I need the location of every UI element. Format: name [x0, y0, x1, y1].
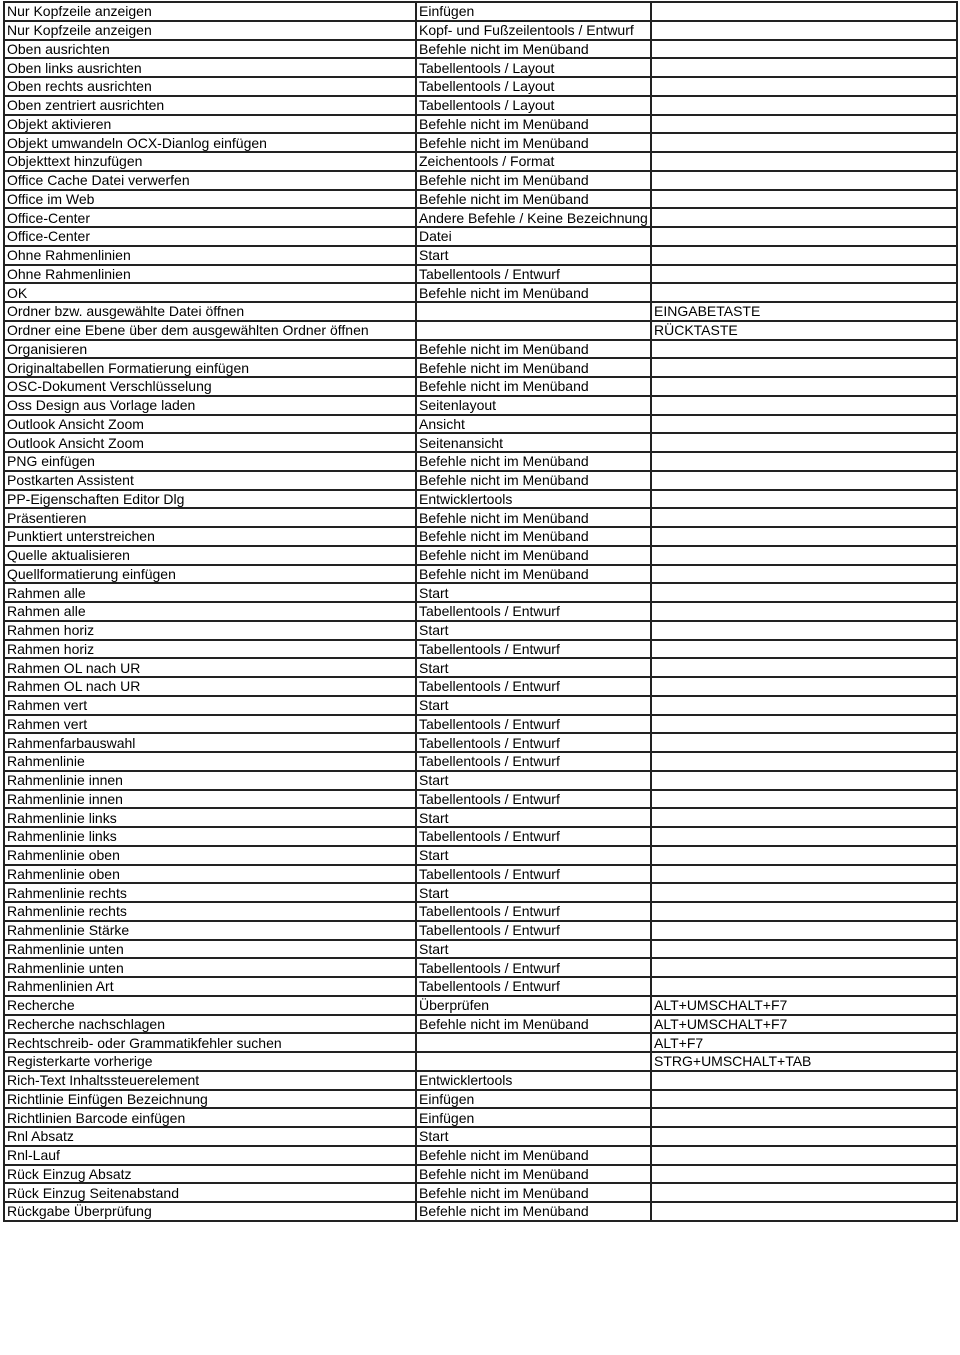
command-name-cell: Office im Web [4, 190, 416, 209]
ribbon-tab-cell: Tabellentools / Entwurf [416, 752, 651, 771]
table-row [4, 565, 957, 584]
table-row [4, 977, 957, 996]
table-row [4, 640, 957, 659]
table-row [4, 546, 957, 565]
ribbon-tab-cell: Einfügen [416, 2, 651, 21]
table-row [4, 377, 957, 396]
ribbon-tab-cell: Seitenlayout [416, 396, 651, 415]
table-row [4, 508, 957, 527]
table-row [4, 2, 957, 21]
ribbon-tab-cell: Befehle nicht im Menüband [416, 1015, 651, 1034]
command-name-cell: Rahmenfarbauswahl [4, 733, 416, 752]
ribbon-tab-cell: Start [416, 808, 651, 827]
ribbon-tab-cell: Tabellentools / Layout [416, 96, 651, 115]
shortcut-cell [651, 190, 957, 209]
shortcut-cell [651, 696, 957, 715]
command-name-cell: Rahmenlinie unten [4, 958, 416, 977]
shortcut-cell [651, 621, 957, 640]
command-name-cell: Recherche [4, 996, 416, 1015]
shortcut-cell: EINGABETASTE [651, 302, 957, 321]
shortcut-cell [651, 115, 957, 134]
command-name-cell: Nur Kopfzeile anzeigen [4, 2, 416, 21]
command-name-cell: PNG einfügen [4, 452, 416, 471]
command-name-cell: Ohne Rahmenlinien [4, 265, 416, 284]
shortcut-cell [651, 152, 957, 171]
table-row [4, 415, 957, 434]
table-row [4, 1165, 957, 1184]
command-name-cell: Ohne Rahmenlinien [4, 246, 416, 265]
shortcut-cell [651, 565, 957, 584]
command-name-cell: Rahmenlinie links [4, 808, 416, 827]
ribbon-tab-cell: Tabellentools / Layout [416, 77, 651, 96]
ribbon-tab-cell: Befehle nicht im Menüband [416, 471, 651, 490]
command-table-body [4, 2, 957, 1221]
ribbon-tab-cell: Start [416, 1127, 651, 1146]
table-row [4, 265, 957, 284]
shortcut-cell [651, 77, 957, 96]
ribbon-tab-cell: Befehle nicht im Menüband [416, 40, 651, 59]
ribbon-tab-cell: Tabellentools / Entwurf [416, 733, 651, 752]
table-row [4, 677, 957, 696]
shortcut-cell [651, 171, 957, 190]
table-row [4, 1146, 957, 1165]
shortcut-cell [651, 452, 957, 471]
table-row [4, 715, 957, 734]
ribbon-tab-cell: Befehle nicht im Menüband [416, 358, 651, 377]
ribbon-tab-cell: Tabellentools / Entwurf [416, 677, 651, 696]
ribbon-tab-cell: Start [416, 846, 651, 865]
table-row [4, 1033, 957, 1052]
table-row [4, 1183, 957, 1202]
ribbon-tab-cell: Seitenansicht [416, 433, 651, 452]
command-name-cell: Objekt umwandeln OCX-Dianlog einfügen [4, 133, 416, 152]
table-row [4, 771, 957, 790]
table-row [4, 621, 957, 640]
table-row [4, 958, 957, 977]
command-name-cell: Rnl Absatz [4, 1127, 416, 1146]
command-name-cell: Rahmenlinie innen [4, 790, 416, 809]
command-name-cell: Oss Design aus Vorlage laden [4, 396, 416, 415]
shortcut-cell [651, 265, 957, 284]
shortcut-cell [651, 733, 957, 752]
table-row [4, 1108, 957, 1127]
ribbon-tab-cell: Tabellentools / Entwurf [416, 977, 651, 996]
shortcut-cell [651, 640, 957, 659]
command-name-cell: Registerkarte vorherige [4, 1052, 416, 1071]
table-row [4, 1090, 957, 1109]
ribbon-tab-cell: Tabellentools / Entwurf [416, 902, 651, 921]
table-row [4, 490, 957, 509]
command-name-cell: Rahmenlinie rechts [4, 883, 416, 902]
command-name-cell: Oben rechts ausrichten [4, 77, 416, 96]
ribbon-tab-cell: Befehle nicht im Menüband [416, 1183, 651, 1202]
shortcut-cell [651, 1090, 957, 1109]
ribbon-tab-cell: Tabellentools / Entwurf [416, 921, 651, 940]
command-name-cell: Rahmenlinie rechts [4, 902, 416, 921]
table-row [4, 21, 957, 40]
table-row [4, 452, 957, 471]
ribbon-tab-cell: Start [416, 621, 651, 640]
command-name-cell: Rahmenlinien Art [4, 977, 416, 996]
command-name-cell: Quellformatierung einfügen [4, 565, 416, 584]
shortcut-cell [651, 471, 957, 490]
command-name-cell: Rahmen vert [4, 715, 416, 734]
table-row [4, 396, 957, 415]
table-row [4, 171, 957, 190]
command-name-cell: Office Cache Datei verwerfen [4, 171, 416, 190]
shortcut-cell [651, 21, 957, 40]
command-name-cell: Rahmen vert [4, 696, 416, 715]
table-row [4, 1202, 957, 1221]
table-row [4, 227, 957, 246]
ribbon-tab-cell: Tabellentools / Entwurf [416, 865, 651, 884]
shortcut-cell [651, 1071, 957, 1090]
shortcut-cell [651, 902, 957, 921]
command-name-cell: Rahmenlinie unten [4, 940, 416, 959]
ribbon-tab-cell: Tabellentools / Entwurf [416, 827, 651, 846]
ribbon-tab-cell: Tabellentools / Layout [416, 58, 651, 77]
command-name-cell: Rahmen alle [4, 602, 416, 621]
table-row [4, 827, 957, 846]
shortcut-cell [651, 396, 957, 415]
shortcut-cell [651, 827, 957, 846]
command-name-cell: Postkarten Assistent [4, 471, 416, 490]
command-name-cell: Rahmen alle [4, 583, 416, 602]
shortcut-cell: ALT+UMSCHALT+F7 [651, 996, 957, 1015]
command-name-cell: Outlook Ansicht Zoom [4, 433, 416, 452]
ribbon-tab-cell: Datei [416, 227, 651, 246]
table-row [4, 865, 957, 884]
table-row [4, 340, 957, 359]
shortcut-cell [651, 340, 957, 359]
shortcut-cell [651, 246, 957, 265]
command-name-cell: Rahmenlinie Stärke [4, 921, 416, 940]
command-name-cell: Rahmen horiz [4, 640, 416, 659]
ribbon-tab-cell: Befehle nicht im Menüband [416, 133, 651, 152]
shortcut-cell [651, 40, 957, 59]
shortcut-cell [651, 377, 957, 396]
ribbon-tab-cell: Zeichentools / Format [416, 152, 651, 171]
table-row [4, 1071, 957, 1090]
ribbon-tab-cell [416, 302, 651, 321]
shortcut-cell [651, 658, 957, 677]
ribbon-tab-cell: Start [416, 696, 651, 715]
shortcut-cell: RÜCKTASTE [651, 321, 957, 340]
table-row [4, 321, 957, 340]
command-name-cell: Rückgabe Überprüfung [4, 1202, 416, 1221]
ribbon-tab-cell: Befehle nicht im Menüband [416, 546, 651, 565]
table-row [4, 208, 957, 227]
command-name-cell: Oben ausrichten [4, 40, 416, 59]
command-name-cell: Rück Einzug Seitenabstand [4, 1183, 416, 1202]
command-name-cell: Objekttext hinzufügen [4, 152, 416, 171]
command-name-cell: Rück Einzug Absatz [4, 1165, 416, 1184]
ribbon-tab-cell: Kopf- und Fußzeilentools / Entwurf [416, 21, 651, 40]
command-table [3, 1, 958, 1222]
table-row [4, 246, 957, 265]
ribbon-tab-cell: Tabellentools / Entwurf [416, 265, 651, 284]
command-name-cell: Rahmenlinie [4, 752, 416, 771]
shortcut-cell [651, 677, 957, 696]
ribbon-tab-cell: Befehle nicht im Menüband [416, 1202, 651, 1221]
ribbon-tab-cell: Ansicht [416, 415, 651, 434]
command-name-cell: Oben links ausrichten [4, 58, 416, 77]
command-name-cell: Recherche nachschlagen [4, 1015, 416, 1034]
ribbon-tab-cell: Befehle nicht im Menüband [416, 377, 651, 396]
command-name-cell: Rahmenlinie innen [4, 771, 416, 790]
shortcut-cell [651, 846, 957, 865]
table-row [4, 358, 957, 377]
table-row [4, 940, 957, 959]
shortcut-cell [651, 415, 957, 434]
ribbon-tab-cell: Start [416, 246, 651, 265]
table-row [4, 58, 957, 77]
shortcut-cell [651, 940, 957, 959]
ribbon-tab-cell: Entwicklertools [416, 490, 651, 509]
table-row [4, 996, 957, 1015]
ribbon-tab-cell: Befehle nicht im Menüband [416, 508, 651, 527]
shortcut-cell [651, 283, 957, 302]
table-row [4, 302, 957, 321]
table-row [4, 846, 957, 865]
shortcut-cell [651, 508, 957, 527]
shortcut-cell [651, 358, 957, 377]
shortcut-cell [651, 433, 957, 452]
shortcut-cell [651, 1165, 957, 1184]
shortcut-cell [651, 527, 957, 546]
table-row [4, 808, 957, 827]
table-row [4, 883, 957, 902]
shortcut-cell [651, 583, 957, 602]
table-row [4, 433, 957, 452]
ribbon-tab-cell: Überprüfen [416, 996, 651, 1015]
ribbon-tab-cell: Befehle nicht im Menüband [416, 171, 651, 190]
table-row [4, 527, 957, 546]
table-row [4, 283, 957, 302]
shortcut-cell [651, 133, 957, 152]
command-name-cell: Rahmenlinie oben [4, 846, 416, 865]
ribbon-tab-cell: Start [416, 658, 651, 677]
ribbon-tab-cell: Befehle nicht im Menüband [416, 283, 651, 302]
command-name-cell: Punktiert unterstreichen [4, 527, 416, 546]
command-name-cell: Outlook Ansicht Zoom [4, 415, 416, 434]
shortcut-cell [651, 602, 957, 621]
shortcut-cell [651, 546, 957, 565]
ribbon-tab-cell: Befehle nicht im Menüband [416, 340, 651, 359]
ribbon-tab-cell: Befehle nicht im Menüband [416, 1165, 651, 1184]
command-name-cell: OSC-Dokument Verschlüsselung [4, 377, 416, 396]
shortcut-cell [651, 883, 957, 902]
table-row [4, 1015, 957, 1034]
shortcut-cell [651, 96, 957, 115]
command-name-cell: Präsentieren [4, 508, 416, 527]
ribbon-tab-cell: Einfügen [416, 1090, 651, 1109]
command-name-cell: Rnl-Lauf [4, 1146, 416, 1165]
table-row [4, 77, 957, 96]
ribbon-tab-cell: Andere Befehle / Keine Bezeichnung [416, 208, 651, 227]
table-row [4, 602, 957, 621]
command-name-cell: Quelle aktualisieren [4, 546, 416, 565]
command-name-cell: Oben zentriert ausrichten [4, 96, 416, 115]
table-row [4, 1127, 957, 1146]
shortcut-cell: ALT+F7 [651, 1033, 957, 1052]
ribbon-tab-cell: Befehle nicht im Menüband [416, 115, 651, 134]
ribbon-tab-cell: Befehle nicht im Menüband [416, 565, 651, 584]
command-name-cell: Organisieren [4, 340, 416, 359]
ribbon-tab-cell: Tabellentools / Entwurf [416, 602, 651, 621]
ribbon-tab-cell: Tabellentools / Entwurf [416, 790, 651, 809]
shortcut-cell [651, 771, 957, 790]
ribbon-tab-cell [416, 321, 651, 340]
table-row [4, 40, 957, 59]
table-row [4, 96, 957, 115]
command-name-cell: Ordner bzw. ausgewählte Datei öffnen [4, 302, 416, 321]
ribbon-tab-cell: Tabellentools / Entwurf [416, 715, 651, 734]
command-name-cell: Office-Center [4, 227, 416, 246]
table-row [4, 752, 957, 771]
ribbon-tab-cell: Befehle nicht im Menüband [416, 1146, 651, 1165]
ribbon-tab-cell [416, 1052, 651, 1071]
table-row [4, 902, 957, 921]
shortcut-cell [651, 1183, 957, 1202]
table-row [4, 921, 957, 940]
shortcut-cell [651, 790, 957, 809]
shortcut-cell [651, 2, 957, 21]
shortcut-cell [651, 715, 957, 734]
shortcut-cell [651, 1146, 957, 1165]
table-row [4, 583, 957, 602]
command-name-cell: Rich-Text Inhaltssteuerelement [4, 1071, 416, 1090]
table-row [4, 152, 957, 171]
shortcut-cell [651, 865, 957, 884]
shortcut-cell [651, 808, 957, 827]
shortcut-cell [651, 921, 957, 940]
command-name-cell: Nur Kopfzeile anzeigen [4, 21, 416, 40]
shortcut-cell [651, 1202, 957, 1221]
ribbon-tab-cell: Befehle nicht im Menüband [416, 527, 651, 546]
table-row [4, 696, 957, 715]
command-name-cell: Rahmenlinie oben [4, 865, 416, 884]
ribbon-tab-cell: Start [416, 583, 651, 602]
shortcut-cell [651, 58, 957, 77]
ribbon-tab-cell: Entwicklertools [416, 1071, 651, 1090]
ribbon-tab-cell: Tabellentools / Entwurf [416, 640, 651, 659]
command-name-cell: PP-Eigenschaften Editor Dlg [4, 490, 416, 509]
command-name-cell: Originaltabellen Formatierung einfügen [4, 358, 416, 377]
shortcut-cell [651, 1108, 957, 1127]
command-name-cell: Rahmen OL nach UR [4, 677, 416, 696]
table-row [4, 115, 957, 134]
ribbon-tab-cell: Tabellentools / Entwurf [416, 958, 651, 977]
table-row [4, 658, 957, 677]
table-row [4, 471, 957, 490]
command-name-cell: Ordner eine Ebene über dem ausgewählten Ordner öffnen [4, 321, 416, 340]
table-row [4, 790, 957, 809]
command-name-cell: Rechtschreib- oder Grammatikfehler suchen [4, 1033, 416, 1052]
table-row [4, 733, 957, 752]
command-name-cell: Rahmen horiz [4, 621, 416, 640]
shortcut-cell [651, 208, 957, 227]
shortcut-cell [651, 977, 957, 996]
shortcut-cell: STRG+UMSCHALT+TAB [651, 1052, 957, 1071]
ribbon-tab-cell: Start [416, 940, 651, 959]
ribbon-tab-cell: Start [416, 883, 651, 902]
command-name-cell: Rahmen OL nach UR [4, 658, 416, 677]
ribbon-tab-cell: Einfügen [416, 1108, 651, 1127]
table-row [4, 190, 957, 209]
shortcut-cell: ALT+UMSCHALT+F7 [651, 1015, 957, 1034]
table-row [4, 1052, 957, 1071]
ribbon-tab-cell: Start [416, 771, 651, 790]
command-name-cell: Richtlinien Barcode einfügen [4, 1108, 416, 1127]
ribbon-tab-cell: Befehle nicht im Menüband [416, 190, 651, 209]
shortcut-cell [651, 958, 957, 977]
shortcut-cell [651, 752, 957, 771]
command-name-cell: OK [4, 283, 416, 302]
command-name-cell: Office-Center [4, 208, 416, 227]
ribbon-tab-cell: Befehle nicht im Menüband [416, 452, 651, 471]
command-name-cell: Rahmenlinie links [4, 827, 416, 846]
command-name-cell: Richtlinie Einfügen Bezeichnung [4, 1090, 416, 1109]
shortcut-cell [651, 227, 957, 246]
table-row [4, 133, 957, 152]
ribbon-tab-cell [416, 1033, 651, 1052]
shortcut-cell [651, 490, 957, 509]
shortcut-cell [651, 1127, 957, 1146]
command-name-cell: Objekt aktivieren [4, 115, 416, 134]
